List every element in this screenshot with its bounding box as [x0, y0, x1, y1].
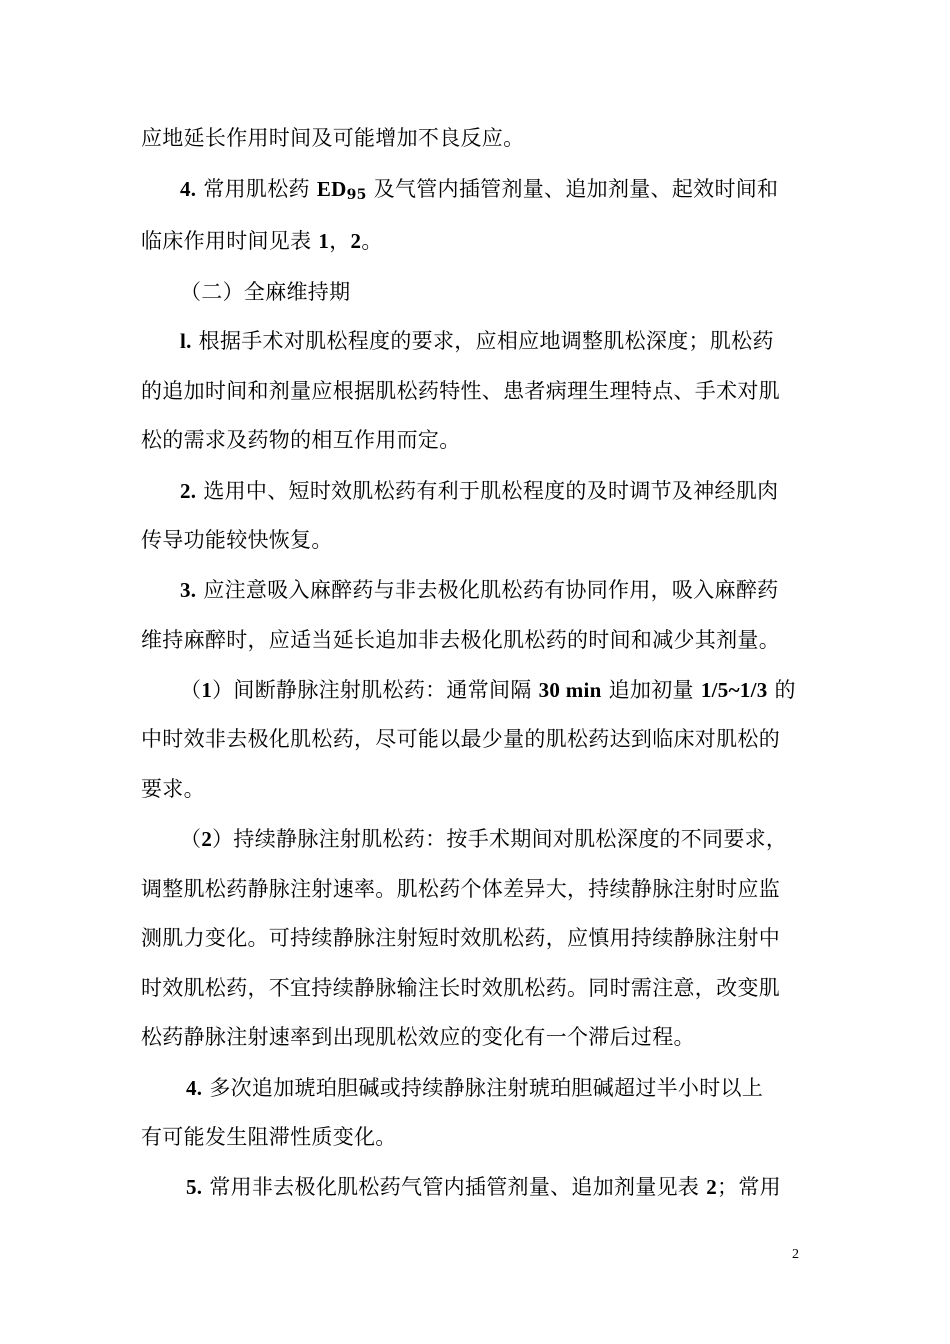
item-number: 5.: [186, 1175, 203, 1199]
text: 有可能发生阻滞性质变化。: [141, 1125, 397, 1149]
bold-text: ED: [316, 177, 347, 201]
text: 要求。: [141, 777, 205, 801]
item-number: 2.: [180, 479, 197, 503]
text: 中时效非去极化肌松药，尽可能以最少量的肌松药达到临床对肌松的: [141, 727, 780, 751]
paragraph-line: [186, 1172, 781, 1202]
text: （二）全麻维持期: [180, 280, 351, 304]
text: 常用肌松药: [196, 177, 317, 201]
text: 应地延长作用时间及可能增加不良反应。: [141, 126, 525, 150]
paragraph-line: [141, 923, 780, 953]
text: 及气管内插管剂量、追加剂量、起效时间和: [366, 177, 779, 201]
item-number: 4.: [186, 1076, 203, 1100]
bold-text: 2: [201, 827, 213, 851]
item-number: l.: [180, 329, 192, 353]
text: 追加初量: [601, 678, 701, 702]
bold-text: 1/5~1/3: [700, 678, 768, 702]
text: 测肌力变化。可持续静脉注射短时效肌松药，应慎用持续静脉注射中: [141, 926, 780, 950]
bold-text: 2: [350, 229, 362, 253]
text: 松药静脉注射速率到出现肌松效应的变化有一个滞后过程。: [141, 1025, 695, 1049]
paragraph-line: [141, 226, 383, 256]
bold-text: 1: [318, 229, 330, 253]
text: （: [180, 827, 202, 851]
text: ）持续静脉注射肌松药：按手术期间对肌松深度的不同要求，: [212, 827, 788, 851]
paragraph-line: [180, 575, 778, 605]
paragraph-line: [141, 1022, 695, 1052]
text: 临床作用时间见表: [141, 229, 319, 253]
paragraph-line: [180, 174, 778, 210]
text: 的: [767, 678, 796, 702]
text: 根据手术对肌松程度的要求，应相应地调整肌松深度；肌松药: [191, 329, 774, 353]
text: 。: [361, 229, 383, 253]
paragraph-line: [141, 973, 780, 1003]
bold-text: 2: [706, 1175, 718, 1199]
text: 应注意吸入麻醉药与非去极化肌松药有协同作用，吸入麻醉药: [196, 578, 779, 602]
text: 松的需求及药物的相互作用而定。: [141, 428, 461, 452]
bold-text: 1: [201, 678, 213, 702]
text: 的追加时间和剂量应根据肌松药特性、患者病理生理特点、手术对肌: [141, 379, 780, 403]
text: 调整肌松药静脉注射速率。肌松药个体差异大，持续静脉注射时应监: [141, 877, 780, 901]
text: 时效肌松药，不宜持续静脉输注长时效肌松药。同时需注意，改变肌: [141, 976, 780, 1000]
paragraph-line: [141, 1122, 397, 1152]
paragraph-line: [141, 123, 524, 153]
subscript: 95: [346, 187, 367, 203]
paragraph-line: [141, 625, 780, 655]
paragraph-line: [141, 774, 205, 804]
page-number: 2: [792, 1247, 799, 1262]
paragraph-line: [180, 326, 774, 356]
paragraph-line: [180, 476, 778, 506]
paragraph-line: [141, 425, 461, 455]
paragraph-line: [141, 724, 780, 754]
bold-text: 30 min: [538, 678, 602, 702]
paragraph-line: [180, 824, 787, 854]
text: 常用非去极化肌松药气管内插管剂量、追加剂量见表: [202, 1175, 707, 1199]
paragraph-line: [180, 675, 796, 705]
paragraph-line: [141, 376, 780, 406]
item-number: 4.: [180, 177, 197, 201]
text: ）间断静脉注射肌松药：通常间隔: [212, 678, 539, 702]
text: 多次追加琥珀胆碱或持续静脉注射琥珀胆碱超过半小时以上: [202, 1076, 764, 1100]
text: ；常用: [717, 1175, 781, 1199]
paragraph-line: [141, 874, 780, 904]
paragraph-line: [141, 525, 333, 555]
text: 维持麻醉时，应适当延长追加非去极化肌松药的时间和减少其剂量。: [141, 628, 780, 652]
text: （: [180, 678, 202, 702]
item-number: 3.: [180, 578, 197, 602]
paragraph-line: [186, 1073, 763, 1103]
text: 传导功能较快恢复。: [141, 528, 333, 552]
text: ，: [329, 229, 351, 253]
text: 选用中、短时效肌松药有利于肌松程度的及时调节及神经肌肉: [196, 479, 779, 503]
section-heading: [180, 277, 350, 307]
